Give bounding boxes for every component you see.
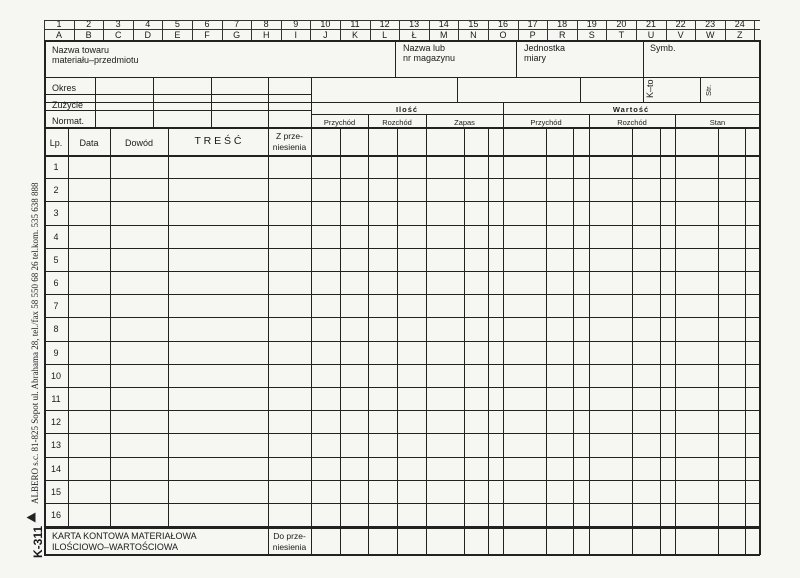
ruler-letter: F — [204, 30, 210, 40]
qty-out-header: Rozchód — [382, 118, 412, 127]
warehouse-label: Nazwa lub — [403, 43, 446, 53]
date-header: Data — [79, 138, 99, 148]
unit-label-2: miary — [524, 53, 546, 63]
grid-line — [110, 127, 111, 527]
grid-line — [516, 40, 517, 77]
ruler-letter: Ł — [411, 30, 417, 40]
row-number: 8 — [53, 324, 59, 335]
grid-line — [44, 317, 760, 318]
grid-line — [643, 40, 644, 102]
ruler-letter: L — [382, 30, 388, 40]
grid-line — [44, 554, 760, 556]
ruler-line — [44, 20, 760, 21]
ruler-letter: G — [233, 30, 241, 40]
grid-line — [675, 114, 676, 555]
grid-line — [426, 114, 427, 555]
row-number: 14 — [50, 463, 61, 474]
ruler-tick — [370, 20, 371, 40]
ruler-tick — [74, 20, 75, 40]
grid-line — [503, 102, 504, 555]
ruler-number: 21 — [645, 19, 656, 29]
grid-line — [700, 77, 701, 102]
row-number: 10 — [50, 370, 61, 381]
grid-line — [368, 114, 369, 555]
form-title-2: ILOŚCIOWO–WARTOŚCIOWA — [52, 542, 179, 552]
carried-header: Z prze- — [276, 131, 303, 141]
ruler-number: 13 — [409, 19, 420, 29]
val-balance-header: Stan — [709, 118, 726, 127]
ruler-number: 5 — [174, 19, 180, 29]
grid-line — [44, 364, 760, 365]
ruler-letter: N — [470, 30, 477, 40]
grid-line — [44, 341, 760, 342]
ruler-number: 22 — [675, 19, 686, 29]
ruler-tick — [577, 20, 578, 40]
ruler-letter: D — [144, 30, 152, 40]
grid-line — [44, 271, 760, 272]
grid-line — [168, 127, 169, 527]
row-number: 2 — [53, 185, 59, 196]
ruler-letter: C — [114, 30, 122, 40]
val-in-header: Przychód — [530, 118, 562, 127]
ruler-number: 7 — [234, 19, 240, 29]
ruler-tick — [310, 20, 311, 40]
ruler-number: 19 — [586, 19, 597, 29]
grid-line — [44, 248, 760, 249]
warehouse-label-2: nr magazynu — [403, 53, 456, 63]
lp-header: Lp. — [49, 138, 63, 148]
product-name-label: Nazwa towaru — [52, 45, 110, 55]
grid-line — [44, 102, 760, 103]
row-number: 6 — [53, 278, 59, 288]
ruler-letter: O — [499, 30, 507, 40]
ruler-tick — [162, 20, 163, 40]
ruler-number: 11 — [350, 19, 360, 29]
albero-logo-icon — [27, 513, 36, 523]
grid-line — [44, 77, 760, 78]
ruler-number: 2 — [86, 19, 92, 29]
page-label: Str. — [704, 84, 713, 96]
row-number: 11 — [51, 394, 61, 404]
ruler-tick — [281, 20, 282, 40]
ruler-tick — [518, 20, 519, 40]
ruler-tick — [695, 20, 696, 40]
form-title: KARTA KONTOWA MATERIAŁOWA — [52, 531, 197, 541]
ruler-tick — [399, 20, 400, 40]
ruler-number: 10 — [320, 19, 331, 29]
ruler-line — [44, 29, 760, 30]
grid-line — [44, 294, 760, 295]
ruler-letter: M — [440, 30, 448, 40]
carried-header-2: niesienia — [272, 142, 307, 152]
ruler-tick — [44, 20, 45, 40]
quantity-group-header: Ilość — [395, 105, 419, 114]
ruler-letter: P — [529, 30, 536, 40]
ruler-letter: B — [85, 30, 92, 40]
ruler-letter: E — [174, 30, 181, 40]
row-number: 3 — [53, 208, 59, 219]
row-number: 15 — [50, 486, 61, 497]
norm-label: Normat. — [52, 116, 85, 126]
period-label: Okres — [52, 83, 77, 93]
ruler-tick — [547, 20, 548, 40]
ruler-number: 1 — [56, 19, 62, 29]
row-number: 4 — [53, 231, 59, 242]
grid-line — [457, 77, 458, 102]
ruler-letter: R — [558, 30, 566, 40]
ruler-number: 8 — [263, 19, 269, 29]
ruler-tick — [340, 20, 341, 40]
grid-line — [44, 155, 760, 157]
ruler-tick — [133, 20, 134, 40]
grid-line — [44, 225, 760, 226]
grid-line — [268, 77, 269, 127]
ruler-tick — [222, 20, 223, 40]
ruler-number: 20 — [616, 19, 627, 29]
ruler-letter: T — [618, 30, 625, 40]
grid-line — [395, 40, 396, 77]
grid-line — [44, 40, 760, 42]
grid-line — [95, 77, 96, 127]
consumption-label: Zużycie — [52, 100, 84, 110]
grid-line — [44, 201, 760, 202]
grid-line — [44, 503, 760, 504]
ruler-tick — [606, 20, 607, 40]
ruler-number: 24 — [734, 19, 745, 29]
grid-line — [44, 480, 760, 481]
ruler-number: 16 — [497, 19, 508, 29]
ruler-number: 14 — [438, 19, 449, 29]
row-number: 1 — [53, 162, 59, 172]
ruler-number: 15 — [468, 19, 479, 29]
val-out-header: Rozchód — [617, 118, 647, 127]
ruler-letter: J — [323, 30, 328, 40]
ruler-number: 6 — [204, 19, 210, 29]
grid-line — [44, 387, 760, 388]
ruler-letter: H — [262, 30, 270, 40]
grid-line — [44, 110, 311, 111]
ruler-tick — [488, 20, 489, 40]
grid-line — [580, 77, 581, 102]
value-group-header: Wartość — [612, 105, 650, 114]
grid-line — [44, 457, 760, 458]
ruler-tick — [103, 20, 104, 40]
content-header: T R E Ś Ć — [194, 135, 242, 147]
ruler-number: 23 — [705, 19, 716, 29]
grid-line — [68, 127, 69, 527]
symbol-label: Symb. — [650, 43, 676, 53]
ruler-number: 12 — [379, 19, 390, 29]
ruler-number: 4 — [145, 19, 151, 29]
ruler-tick — [725, 20, 726, 40]
grid-line — [44, 94, 311, 95]
grid-line — [44, 527, 760, 529]
form-code: K-311 — [31, 525, 45, 558]
carry-forward-label: Do prze- — [273, 531, 306, 541]
grid-line — [44, 178, 760, 179]
ruler-letter: A — [55, 30, 62, 40]
ruler-letter: S — [588, 30, 595, 40]
card-number-label: K–to — [645, 79, 655, 98]
grid-line — [44, 410, 760, 411]
ruler-letter: K — [351, 30, 358, 40]
grid-line — [153, 77, 154, 127]
ruler-letter: U — [647, 30, 655, 40]
qty-in-header: Przychód — [323, 118, 356, 127]
ruler-tick — [458, 20, 459, 40]
publisher-text: ALBERO s.c. 81-825 Sopot ul. Abrahama 28, tel./fax 58 550 68 26 tel.kom. 535 638 888 — [30, 182, 40, 504]
ruler-letter: I — [294, 30, 298, 40]
row-number: 16 — [50, 510, 61, 520]
ruler-number: 17 — [527, 19, 538, 29]
row-number: 5 — [53, 254, 59, 265]
grid-line — [44, 433, 760, 434]
ruler-number: 3 — [115, 19, 121, 29]
grid-line — [589, 114, 590, 555]
document-header: Dowód — [124, 138, 153, 148]
product-name-label-2: materiału–przedmiotu — [52, 55, 139, 65]
ruler-tick — [429, 20, 430, 40]
row-number: 13 — [50, 440, 61, 451]
unit-label: Jednostka — [524, 43, 566, 53]
ruler-tick — [636, 20, 637, 40]
ruler-tick — [251, 20, 252, 40]
ruler-letter: V — [677, 30, 684, 40]
row-number: 12 — [50, 417, 61, 428]
grid-line — [44, 40, 46, 555]
row-number: 9 — [53, 347, 59, 358]
ruler-number: 18 — [557, 19, 568, 29]
row-number: 7 — [53, 301, 59, 312]
ruler-letter: Z — [737, 30, 743, 40]
grid-line — [211, 77, 212, 127]
ruler-letter: W — [705, 30, 715, 40]
ruler-tick — [666, 20, 667, 40]
ruler-tick — [192, 20, 193, 40]
ruler-number: 9 — [293, 19, 299, 29]
qty-stock-header: Zapas — [454, 118, 475, 127]
ruler-tick — [754, 20, 755, 40]
carry-forward-label-2: niesienia — [272, 542, 307, 552]
